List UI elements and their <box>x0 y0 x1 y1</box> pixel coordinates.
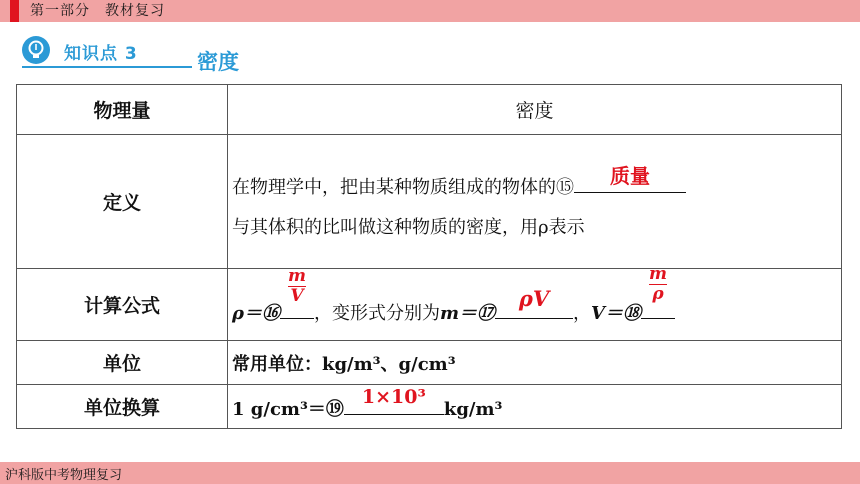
answer-18-denominator: ρ <box>652 284 664 304</box>
answer-16-fraction <box>280 268 314 305</box>
row-label-unit: 单位 <box>17 341 228 385</box>
answer-17: ρV <box>518 286 550 311</box>
knowledge-point-label: 知识点 3 <box>64 44 138 64</box>
section-header <box>22 36 262 72</box>
density-table <box>16 84 842 429</box>
unit-cell <box>228 341 842 385</box>
table-header-row <box>17 85 842 135</box>
blank-19 <box>344 386 444 415</box>
header-density: 密度 <box>228 85 842 135</box>
answer-18-fraction <box>641 266 675 303</box>
table-row <box>17 341 842 385</box>
row-label-formula: 计算公式 <box>17 269 228 341</box>
lightbulb-icon <box>22 36 50 64</box>
section-underline <box>22 66 192 68</box>
definition-prefix: 在物理学中，把由某种物质组成的物体的⑮ <box>232 177 574 198</box>
definition-cell <box>228 135 842 269</box>
blank-15 <box>574 164 686 193</box>
banner-accent <box>10 0 19 22</box>
rho-equals: ρ＝⑯ <box>232 303 280 324</box>
v-equals: V＝⑱ <box>591 303 641 324</box>
table-row <box>17 269 842 341</box>
definition-line-1 <box>232 164 841 199</box>
top-banner <box>0 0 860 22</box>
bottom-banner <box>0 462 860 484</box>
row-label-definition: 定义 <box>17 135 228 269</box>
m-equals: m＝⑰ <box>439 303 496 324</box>
formula-comma: ， <box>573 303 592 324</box>
answer-15: 质量 <box>610 164 650 188</box>
formula-cell <box>228 264 842 341</box>
conversion-prefix: 1 g/cm³＝⑲ <box>232 399 344 420</box>
answer-18-numerator: m <box>649 264 667 284</box>
row-label-conversion: 单位换算 <box>17 385 228 429</box>
section-topic: 密度 <box>197 50 239 74</box>
table-row <box>17 135 842 269</box>
table-row <box>17 385 842 429</box>
blank-16 <box>280 266 314 319</box>
formula-line <box>232 264 841 325</box>
answer-19: 1×10³ <box>361 386 426 408</box>
chapter-title: 第一部分 教材复习 <box>30 3 165 19</box>
conversion-cell <box>228 385 842 429</box>
blank-17 <box>495 286 573 319</box>
answer-16-numerator: m <box>287 266 306 286</box>
unit-text: 常用单位：kg/m³、g/cm³ <box>232 353 456 375</box>
blank-18 <box>641 264 675 319</box>
formula-middle-text: ，变形式分别为 <box>313 303 440 324</box>
answer-16-denominator: V <box>290 286 304 306</box>
conversion-suffix: kg/m³ <box>443 399 503 420</box>
footer-text: 沪科版中考物理复习 <box>5 468 123 483</box>
definition-line-2: 与其体积的比叫做这种物质的密度，用ρ表示 <box>232 217 585 238</box>
header-quantity: 物理量 <box>17 85 228 135</box>
